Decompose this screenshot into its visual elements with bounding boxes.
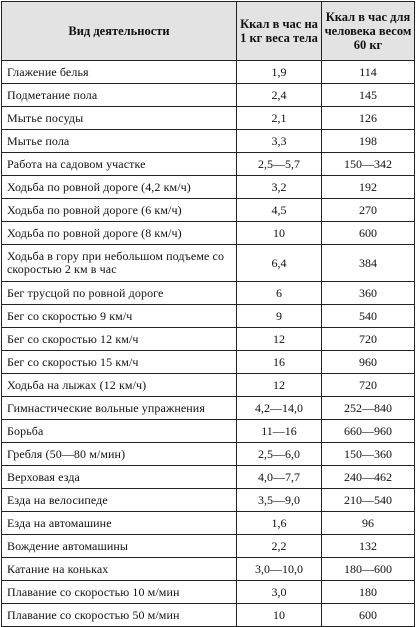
table-row <box>2 222 415 245</box>
kcal-per-kg-cell: 1,9 <box>237 61 322 84</box>
table-row <box>2 604 415 627</box>
kcal-per-kg-cell: 6,4 <box>237 245 322 282</box>
kcal-per-kg-cell: 3,0—10,0 <box>237 558 322 581</box>
header-kcal-per-kg: Ккал в час на 1 кг веса тела <box>237 2 322 61</box>
kcal-per-kg-cell: 6 <box>237 282 322 305</box>
kcal-per-kg-cell: 10 <box>237 604 322 627</box>
activity-cell: Бег со скоростью 9 км/ч <box>2 305 237 328</box>
table-row <box>2 305 415 328</box>
activity-cell: Плавание со скоростью 10 м/мин <box>2 581 237 604</box>
table-row <box>2 397 415 420</box>
activity-cell: Ходьба по ровной дороге (4,2 км/ч) <box>2 176 237 199</box>
activity-cell: Ходьба на лыжах (12 км/ч) <box>2 374 237 397</box>
kcal-per-kg-cell: 3,3 <box>237 130 322 153</box>
kcal-per-kg-cell: 2,5—6,0 <box>237 443 322 466</box>
table-row <box>2 130 415 153</box>
kcal-per-60kg-cell: 600 <box>322 222 415 245</box>
kcal-per-60kg-cell: 96 <box>322 512 415 535</box>
header-activity: Вид деятельности <box>2 2 237 61</box>
activity-cell: Подметание пола <box>2 84 237 107</box>
activity-cell: Плавание со скоростью 50 м/мин <box>2 604 237 627</box>
activity-cell: Езда на автомашине <box>2 512 237 535</box>
kcal-per-kg-cell: 10 <box>237 222 322 245</box>
kcal-per-60kg-cell: 198 <box>322 130 415 153</box>
kcal-per-kg-cell: 3,0 <box>237 581 322 604</box>
table-row <box>2 581 415 604</box>
table-row <box>2 374 415 397</box>
table-row <box>2 351 415 374</box>
activity-cell: Езда на велосипеде <box>2 489 237 512</box>
table-body <box>2 61 415 627</box>
header-row <box>2 2 415 61</box>
table-row <box>2 61 415 84</box>
table-row <box>2 512 415 535</box>
kcal-per-60kg-cell: 145 <box>322 84 415 107</box>
kcal-per-60kg-cell: 660—960 <box>322 420 415 443</box>
kcal-per-60kg-cell: 180 <box>322 581 415 604</box>
activity-cell: Гребля (50—80 м/мин) <box>2 443 237 466</box>
kcal-per-kg-cell: 12 <box>237 374 322 397</box>
table-row <box>2 84 415 107</box>
kcal-per-kg-cell: 16 <box>237 351 322 374</box>
activity-cell: Мытье посуды <box>2 107 237 130</box>
kcal-per-60kg-cell: 252—840 <box>322 397 415 420</box>
table-row <box>2 282 415 305</box>
table-row <box>2 107 415 130</box>
activity-cell: Бег со скоростью 15 км/ч <box>2 351 237 374</box>
table-row <box>2 199 415 222</box>
kcal-per-kg-cell: 12 <box>237 328 322 351</box>
kcal-per-60kg-cell: 720 <box>322 328 415 351</box>
table-row <box>2 443 415 466</box>
kcal-per-kg-cell: 4,5 <box>237 199 322 222</box>
kcal-per-60kg-cell: 270 <box>322 199 415 222</box>
kcal-per-60kg-cell: 210—540 <box>322 489 415 512</box>
kcal-per-60kg-cell: 540 <box>322 305 415 328</box>
calorie-table <box>1 1 415 627</box>
kcal-per-kg-cell: 3,2 <box>237 176 322 199</box>
activity-cell: Ходьба по ровной дороге (8 км/ч) <box>2 222 237 245</box>
table-row <box>2 558 415 581</box>
activity-cell: Вождение автомашины <box>2 535 237 558</box>
kcal-per-60kg-cell: 384 <box>322 245 415 282</box>
kcal-per-60kg-cell: 114 <box>322 61 415 84</box>
kcal-per-60kg-cell: 126 <box>322 107 415 130</box>
kcal-per-kg-cell: 3,5—9,0 <box>237 489 322 512</box>
table-row <box>2 328 415 351</box>
activity-cell: Ходьба в гору при небольшом подъеме со скоростью 2 км в час <box>2 245 237 282</box>
kcal-per-60kg-cell: 192 <box>322 176 415 199</box>
table-row <box>2 176 415 199</box>
kcal-per-kg-cell: 2,1 <box>237 107 322 130</box>
kcal-per-kg-cell: 2,2 <box>237 535 322 558</box>
kcal-per-60kg-cell: 360 <box>322 282 415 305</box>
table-row <box>2 535 415 558</box>
kcal-per-kg-cell: 9 <box>237 305 322 328</box>
kcal-per-60kg-cell: 960 <box>322 351 415 374</box>
kcal-per-kg-cell: 2,5—5,7 <box>237 153 322 176</box>
activity-cell: Мытье пола <box>2 130 237 153</box>
activity-cell: Ходьба по ровной дороге (6 км/ч) <box>2 199 237 222</box>
activity-cell: Борьба <box>2 420 237 443</box>
table-row <box>2 153 415 176</box>
activity-cell: Бег трусцой по ровной дороге <box>2 282 237 305</box>
kcal-per-kg-cell: 1,6 <box>237 512 322 535</box>
kcal-per-60kg-cell: 132 <box>322 535 415 558</box>
table-row <box>2 245 415 282</box>
kcal-per-kg-cell: 2,4 <box>237 84 322 107</box>
kcal-per-60kg-cell: 150—342 <box>322 153 415 176</box>
kcal-per-60kg-cell: 180—600 <box>322 558 415 581</box>
table-row <box>2 489 415 512</box>
kcal-per-60kg-cell: 150—360 <box>322 443 415 466</box>
activity-cell: Бег со скоростью 12 км/ч <box>2 328 237 351</box>
kcal-per-60kg-cell: 240—462 <box>322 466 415 489</box>
activity-cell: Верховая езда <box>2 466 237 489</box>
kcal-per-kg-cell: 4,2—14,0 <box>237 397 322 420</box>
kcal-per-kg-cell: 4,0—7,7 <box>237 466 322 489</box>
header-kcal-per-60kg: Ккал в час для человека весом 60 кг <box>322 2 415 61</box>
activity-cell: Работа на садовом участке <box>2 153 237 176</box>
activity-cell: Глажение белья <box>2 61 237 84</box>
kcal-per-kg-cell: 11—16 <box>237 420 322 443</box>
kcal-per-60kg-cell: 600 <box>322 604 415 627</box>
kcal-per-60kg-cell: 720 <box>322 374 415 397</box>
activity-cell: Гимнастические вольные упражнения <box>2 397 237 420</box>
activity-cell: Катание на коньках <box>2 558 237 581</box>
table-row <box>2 420 415 443</box>
table-row <box>2 466 415 489</box>
